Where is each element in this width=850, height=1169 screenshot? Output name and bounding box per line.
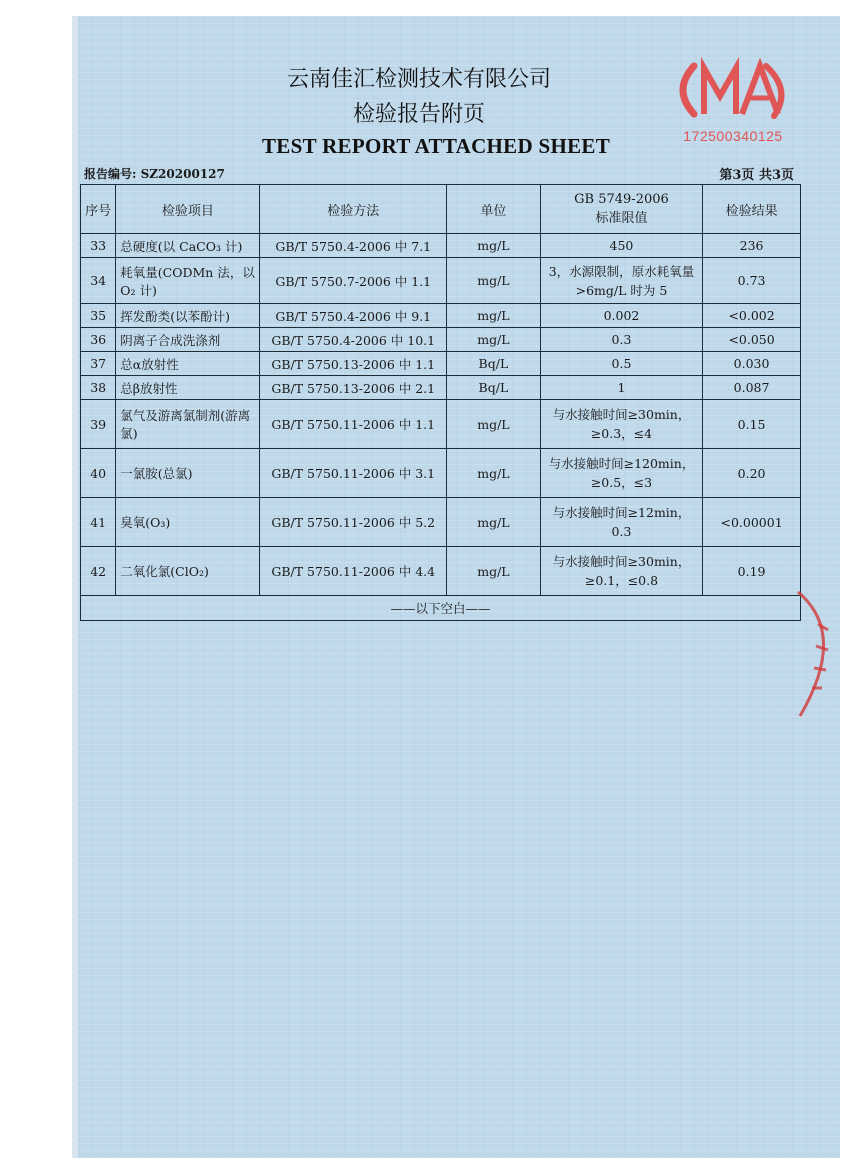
table-row: [81, 547, 801, 596]
row-unit: mg/L: [447, 304, 541, 328]
row-method: GB/T 5750.11-2006 中 3.1: [260, 449, 447, 498]
row-item: 阴离子合成洗涤剂: [116, 328, 260, 352]
row-method: GB/T 5750.11-2006 中 1.1: [260, 400, 447, 449]
row-item: 一氯胺(总氯): [116, 449, 260, 498]
report-subtitle: 检验报告附页: [352, 102, 485, 127]
row-item: 总硬度(以 CaCO₃ 计): [116, 234, 260, 258]
row-item: 挥发酚类(以苯酚计): [116, 304, 260, 328]
table-row: [81, 234, 801, 258]
row-method: GB/T 5750.11-2006 中 5.2: [260, 498, 447, 547]
row-unit: Bq/L: [447, 376, 541, 400]
row-result: 0.19: [703, 547, 801, 596]
col-method-header: 检验方法: [260, 185, 447, 234]
row-method: GB/T 5750.4-2006 中 10.1: [260, 328, 447, 352]
row-limit: 450: [540, 234, 702, 258]
row-limit: 与水接触时间≥120min，≥0.5，≤3: [540, 449, 702, 498]
row-no: 35: [81, 304, 116, 328]
col-result-header: 检验结果: [703, 185, 801, 234]
row-result: 236: [703, 234, 801, 258]
row-unit: mg/L: [447, 400, 541, 449]
row-limit: 3，水源限制，原水耗氧量>6mg/L 时为 5: [540, 258, 702, 304]
row-no: 40: [81, 449, 116, 498]
table-row: [81, 328, 801, 352]
row-no: 33: [81, 234, 116, 258]
col-unit-header: 单位: [447, 185, 541, 234]
row-method: GB/T 5750.13-2006 中 2.1: [260, 376, 447, 400]
row-item: 总β放射性: [116, 376, 260, 400]
table-end-note: ——以下空白——: [81, 596, 801, 621]
row-method: GB/T 5750.7-2006 中 1.1: [260, 258, 447, 304]
row-result: <0.00001: [703, 498, 801, 547]
row-limit: 与水接触时间≥12min，0.3: [540, 498, 702, 547]
row-result: <0.002: [703, 304, 801, 328]
row-limit: 0.5: [540, 352, 702, 376]
row-result: 0.15: [703, 400, 801, 449]
col-limit-header: GB 5749-2006 标准限值: [540, 185, 702, 234]
row-unit: mg/L: [447, 449, 541, 498]
col-no-header: 序号: [81, 185, 116, 234]
row-limit: 0.3: [540, 328, 702, 352]
row-limit: 与水接触时间≥30min，≥0.1，≤0.8: [540, 547, 702, 596]
report-number-value: SZ20200127: [140, 167, 225, 181]
row-no: 39: [81, 400, 116, 449]
table-row: [81, 400, 801, 449]
row-result: 0.73: [703, 258, 801, 304]
row-limit: 1: [540, 376, 702, 400]
row-result: 0.20: [703, 449, 801, 498]
row-unit: mg/L: [447, 547, 541, 596]
row-no: 36: [81, 328, 116, 352]
row-method: GB/T 5750.4-2006 中 9.1: [260, 304, 447, 328]
row-unit: Bq/L: [447, 352, 541, 376]
row-item: 氯气及游离氯制剂(游离氯): [116, 400, 260, 449]
table-row: [81, 258, 801, 304]
col-item-header: 检验项目: [116, 185, 260, 234]
company-name: 云南佳汇检测技术有限公司: [286, 67, 551, 92]
table-row: [81, 304, 801, 328]
row-result: 0.087: [703, 376, 801, 400]
cma-number: 172500340125: [683, 128, 783, 144]
row-no: 37: [81, 352, 116, 376]
row-limit: 与水接触时间≥30min，≥0.3，≤4: [540, 400, 702, 449]
row-method: GB/T 5750.11-2006 中 4.4: [260, 547, 447, 596]
row-item: 臭氧(O₃): [116, 498, 260, 547]
row-item: 二氧化氯(ClO₂): [116, 547, 260, 596]
row-no: 34: [81, 258, 116, 304]
company-seal-stamp-icon: [778, 584, 850, 724]
report-title-en: TEST REPORT ATTACHED SHEET: [262, 134, 611, 158]
report-number: [84, 165, 225, 182]
table-row: [81, 352, 801, 376]
test-results-table: [80, 184, 801, 621]
table-end-row: [81, 596, 801, 621]
report-number-label: 报告编号:: [84, 167, 137, 181]
row-no: 38: [81, 376, 116, 400]
row-no: 42: [81, 547, 116, 596]
row-result: 0.030: [703, 352, 801, 376]
row-method: GB/T 5750.13-2006 中 1.1: [260, 352, 447, 376]
row-item: 耗氧量(CODMn 法，以 O₂ 计): [116, 258, 260, 304]
row-no: 41: [81, 498, 116, 547]
row-unit: mg/L: [447, 258, 541, 304]
table-row: [81, 498, 801, 547]
row-unit: mg/L: [447, 234, 541, 258]
row-method: GB/T 5750.4-2006 中 7.1: [260, 234, 447, 258]
row-unit: mg/L: [447, 328, 541, 352]
page-indicator: 第3页 共3页: [719, 168, 794, 183]
table-row: [81, 449, 801, 498]
table-header-row: [81, 185, 801, 234]
row-item: 总α放射性: [116, 352, 260, 376]
row-result: <0.050: [703, 328, 801, 352]
table-row: [81, 376, 801, 400]
row-unit: mg/L: [447, 498, 541, 547]
row-limit: 0.002: [540, 304, 702, 328]
cma-logo-icon: [668, 54, 794, 126]
